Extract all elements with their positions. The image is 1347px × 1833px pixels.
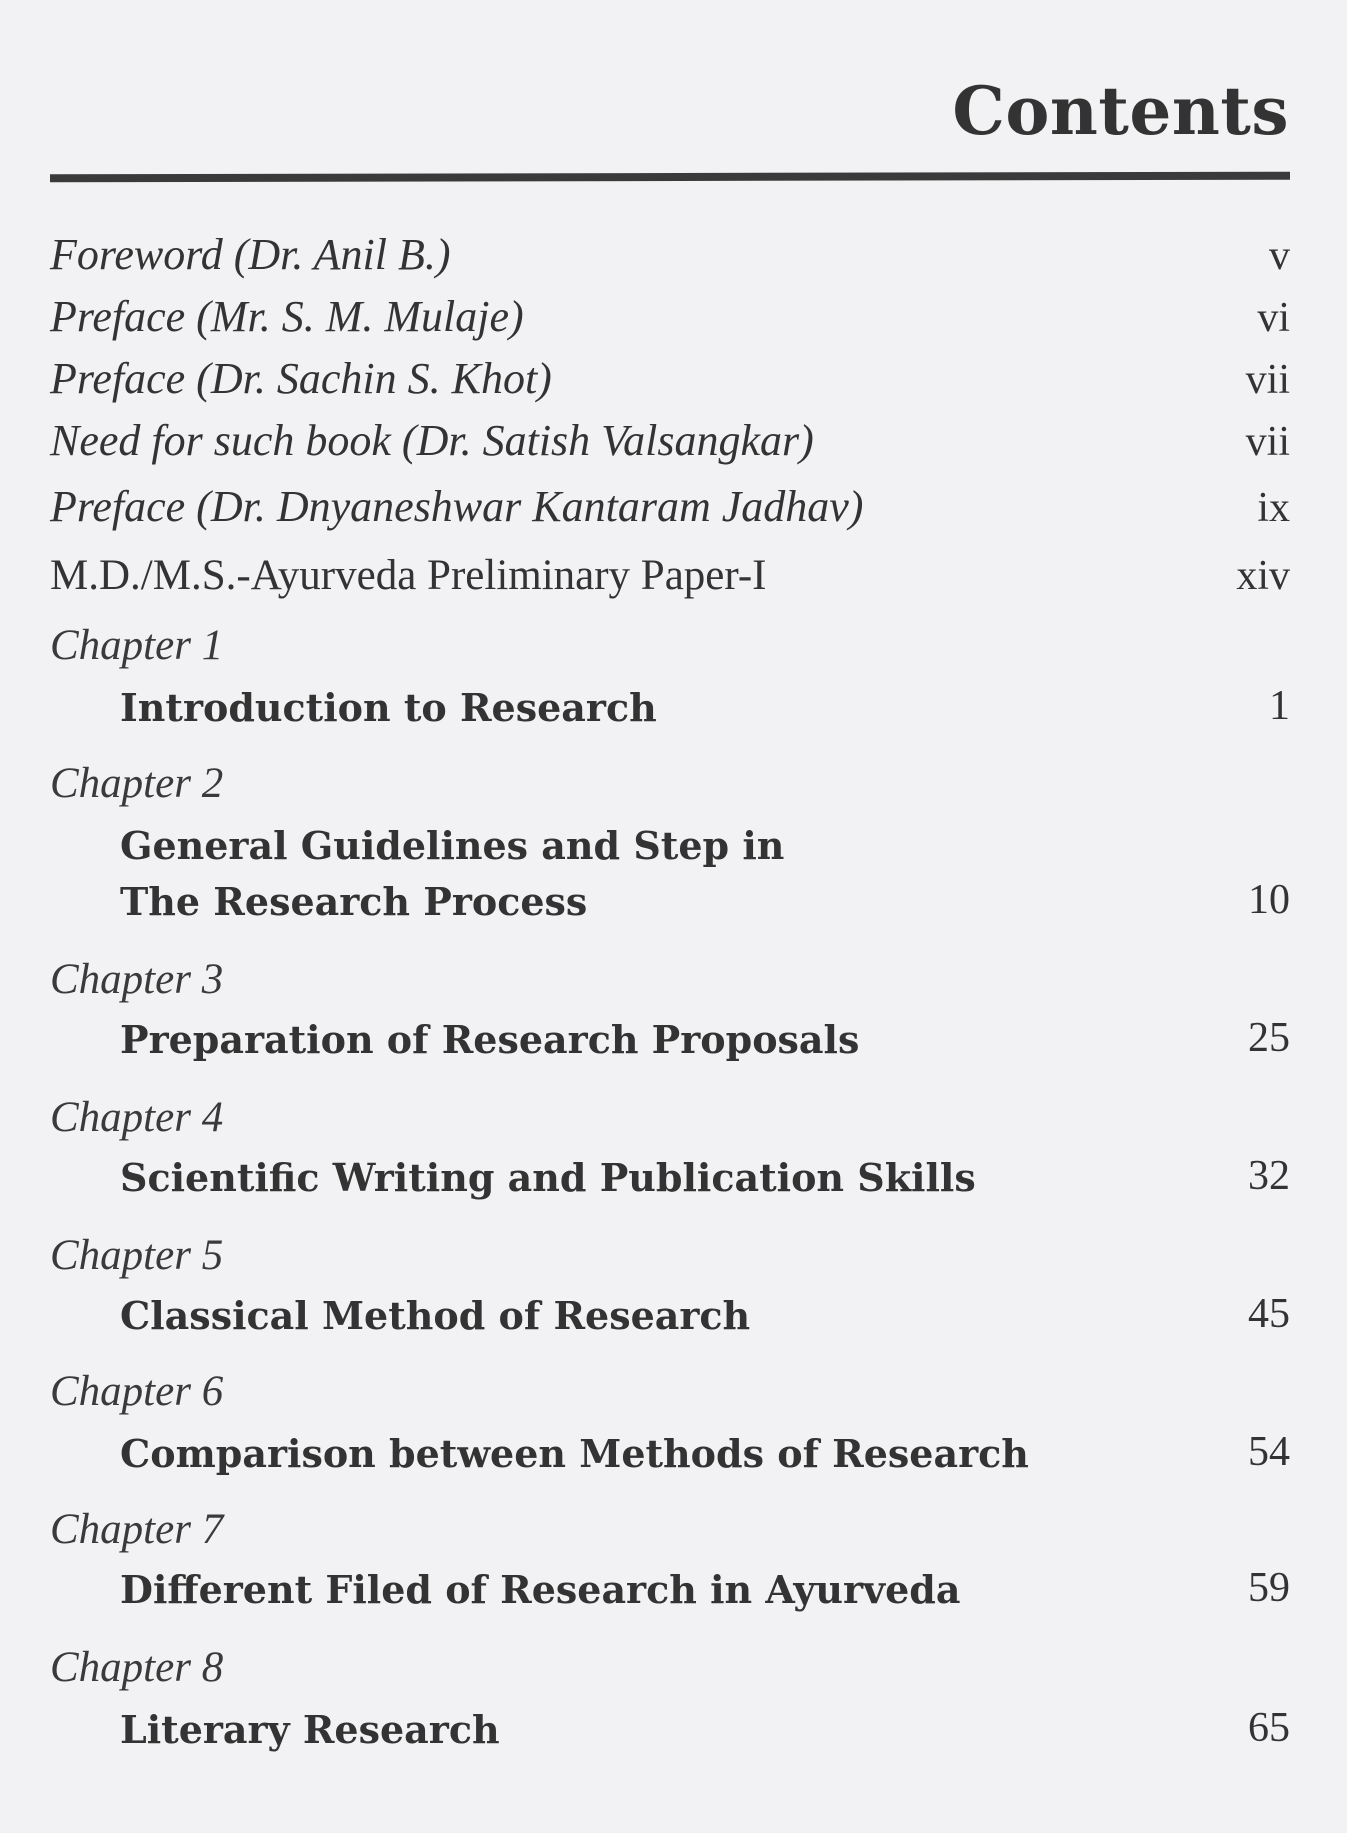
toc-page-number: xiv	[1236, 553, 1290, 599]
toc-entry-label: Need for such book (Dr. Satish Valsangkar)	[50, 416, 814, 465]
toc-page-number: 10	[1248, 877, 1290, 923]
toc-page-number: 45	[1248, 1291, 1290, 1337]
chapter-title: Different Filed of Research in Ayurveda	[120, 1567, 961, 1612]
chapter-label: Chapter 1	[50, 622, 224, 669]
chapter-label-row	[50, 1226, 1290, 1286]
toc-page-number: ix	[1257, 485, 1290, 531]
chapter-title: Classical Method of Research	[120, 1293, 751, 1338]
toc-entry-syllabus[interactable]	[50, 546, 1290, 606]
chapter-title: Literary Research	[120, 1707, 500, 1752]
toc-entry-need-for-book[interactable]	[50, 412, 1290, 472]
toc-page-number: 25	[1248, 1015, 1290, 1061]
toc-entry-preface-khot[interactable]	[50, 350, 1290, 410]
toc-entry-foreword[interactable]	[50, 226, 1290, 286]
toc-entry-preface-jadhav[interactable]	[50, 478, 1290, 538]
toc-page-number: v	[1269, 233, 1290, 279]
toc-entry-chapter-7[interactable]	[50, 1558, 1290, 1618]
chapter-title: Comparison between Methods of Research	[120, 1431, 1029, 1476]
toc-entry-chapter-3[interactable]	[50, 1008, 1290, 1068]
chapter-label-row	[50, 754, 1290, 814]
toc-entry-chapter-2[interactable]	[50, 870, 1290, 930]
toc-entry-label: M.D./M.S.-Ayurveda Preliminary Paper-I	[50, 552, 767, 599]
toc-entry-label: Preface (Dr. Sachin S. Khot)	[50, 354, 552, 403]
toc-entry-preface-mulaje[interactable]	[50, 288, 1290, 348]
chapter-title: General Guidelines and Step in	[120, 823, 785, 868]
title-divider	[50, 172, 1290, 183]
chapter-label: Chapter 8	[50, 1644, 224, 1691]
toc-page-number: 1	[1269, 683, 1290, 729]
chapter-label-row	[50, 616, 1290, 676]
chapter-label-row	[50, 1638, 1290, 1698]
toc-entry-chapter-6[interactable]	[50, 1422, 1290, 1482]
toc-page-number: vii	[1245, 357, 1290, 403]
chapter-label: Chapter 3	[50, 956, 224, 1003]
chapter-label-row	[50, 950, 1290, 1010]
chapter-title: Scientific Writing and Publication Skills	[120, 1155, 976, 1200]
toc-entry-chapter-4[interactable]	[50, 1146, 1290, 1206]
toc-entry-chapter-2-line1[interactable]	[50, 814, 1290, 874]
chapter-label-row	[50, 1362, 1290, 1422]
toc-page-number: 65	[1248, 1705, 1290, 1751]
toc-page-number: 32	[1248, 1153, 1290, 1199]
chapter-title: The Research Process	[120, 879, 588, 924]
toc-entry-chapter-8[interactable]	[50, 1698, 1290, 1758]
chapter-label: Chapter 5	[50, 1232, 224, 1279]
toc-entry-chapter-5[interactable]	[50, 1284, 1290, 1344]
chapter-title: Introduction to Research	[120, 685, 657, 730]
toc-page-number: vi	[1257, 295, 1290, 341]
chapter-title: Preparation of Research Proposals	[120, 1017, 860, 1062]
toc-page-number: 59	[1248, 1565, 1290, 1611]
chapter-label: Chapter 2	[50, 760, 224, 807]
toc-entry-chapter-1[interactable]	[50, 676, 1290, 736]
toc-entry-label: Preface (Mr. S. M. Mulaje)	[50, 292, 524, 341]
toc-page-number: 54	[1248, 1429, 1290, 1475]
toc-entry-label: Preface (Dr. Dnyaneshwar Kantaram Jadhav)	[50, 482, 864, 531]
chapter-label: Chapter 4	[50, 1094, 224, 1141]
chapter-label: Chapter 7	[50, 1506, 224, 1553]
toc-entry-label: Foreword (Dr. Anil B.)	[50, 230, 451, 279]
chapter-label: Chapter 6	[50, 1368, 224, 1415]
toc-page-number: vii	[1245, 419, 1290, 465]
chapter-label-row	[50, 1500, 1290, 1560]
chapter-label-row	[50, 1088, 1290, 1148]
page-title: Contents	[952, 72, 1289, 150]
